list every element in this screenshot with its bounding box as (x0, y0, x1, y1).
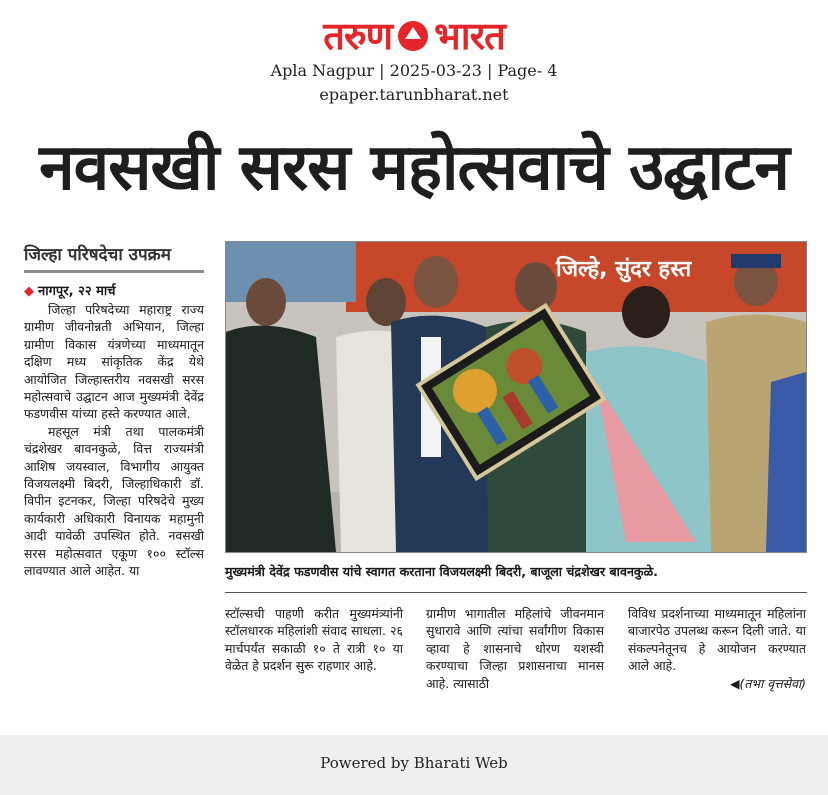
article-paragraph-1: जिल्हा परिषदेच्या महाराष्ट्र राज्य ग्रामीण जीवनोन्नती अभियान, जिल्हा ग्रामीण विकास यंत्रणेच्या माध्यमातून दक्षिण मध्य सांकृतिक केंद्र येथे आयोजित जिल्हास्तरीय नवसखी सरस महोत्सवाचे उद्घाटन आज मुख्यमंत्री देवेंद्र फडणवीस यांच्या हस्ते करण्यात आले. (24, 302, 204, 422)
photo-caption: मुख्यमंत्री देवेंद्र फडणवीस यांचे स्वागत करताना विजयलक्ष्मी बिदरी, बाजूला चंद्रशेखर बावनकुळे. (225, 564, 658, 579)
footer-powered-by[interactable]: Powered by Bharati Web (0, 735, 828, 795)
article-body-lead (24, 301, 204, 580)
article-column-4-text: विविध प्रदर्शनाच्या माध्यमातून महिलांना बाजारपेठ उपलब्ध करून दिली जाते. या संकल्पनेतूनच हे आयोजन करण्यात आले आहे. (628, 606, 806, 674)
article-left-column (24, 243, 204, 580)
article-headline: नवसखी सरस महोत्सवाचे उद्घाटन (39, 131, 789, 205)
newspaper-logo[interactable] (323, 14, 505, 58)
edition-line: Apla Nagpur | 2025-03-23 | Page- 4 (270, 61, 558, 80)
photo-banner-text: जिल्हे, सुंदर हस्त (556, 257, 692, 282)
news-credit (628, 675, 806, 692)
logo-text-right: भारत (434, 14, 505, 58)
dateline-text: नागपूर, २२ मार्च (38, 284, 116, 299)
article-column-2: स्टॉल्सची पाहणी करीत मुख्यमंत्र्यांनी स्टॉलधारक महिलांशी संवाद साधला. २६ मार्चपर्यंत सकाळी १० ते रात्री १० या वेळेत हे प्रदर्शन सुरू राहणार आहे. (225, 606, 403, 674)
news-photo[interactable] (225, 241, 807, 553)
dateline (24, 283, 204, 301)
caption-divider (225, 592, 807, 593)
article-column-4 (628, 605, 806, 692)
subhead-divider (24, 270, 204, 273)
logo-text-left: तरुण (323, 14, 393, 58)
diamond-bullet-icon: ◆ (24, 284, 34, 299)
article-subhead: जिल्हा परिषदेचा उपक्रम (24, 245, 171, 265)
left-arrow-icon: ◀ (729, 675, 740, 691)
masthead (0, 14, 828, 106)
logo-emblem-icon (398, 21, 428, 51)
news-credit-text: (तभा वृत्तसेवा) (739, 675, 806, 691)
article-column-3: ग्रामीण भागातील महिलांचे जीवनमान सुधारावे आणि त्यांचा सर्वांगीण विकास व्हावा हे शासनाचे धोरण यशस्वी करण्याचा जिल्हा प्रशासनाचा मानस आहे. त्यासाठी (426, 606, 604, 691)
article-paragraph-2: महसूल मंत्री तथा पालकमंत्री चंद्रशेखर बावनकुळे, वित्त राज्यमंत्री आशिष जयस्वाल, विभागीय आयुक्त विजयलक्ष्मी बिदरी, जिल्हाधिकारी डॉ. विपीन इटनकर, जिल्हा परिषदेचे मुख्य कार्यकारी अधिकारी विनायक महामुनी आदी यावेळी उपस्थित होते. नवसखी सरस महोत्सवात एकूण १०० स्टॉल्स लावण्यात आले आहेत. या (24, 423, 204, 579)
website-link[interactable]: epaper.tarunbharat.net (319, 85, 509, 104)
